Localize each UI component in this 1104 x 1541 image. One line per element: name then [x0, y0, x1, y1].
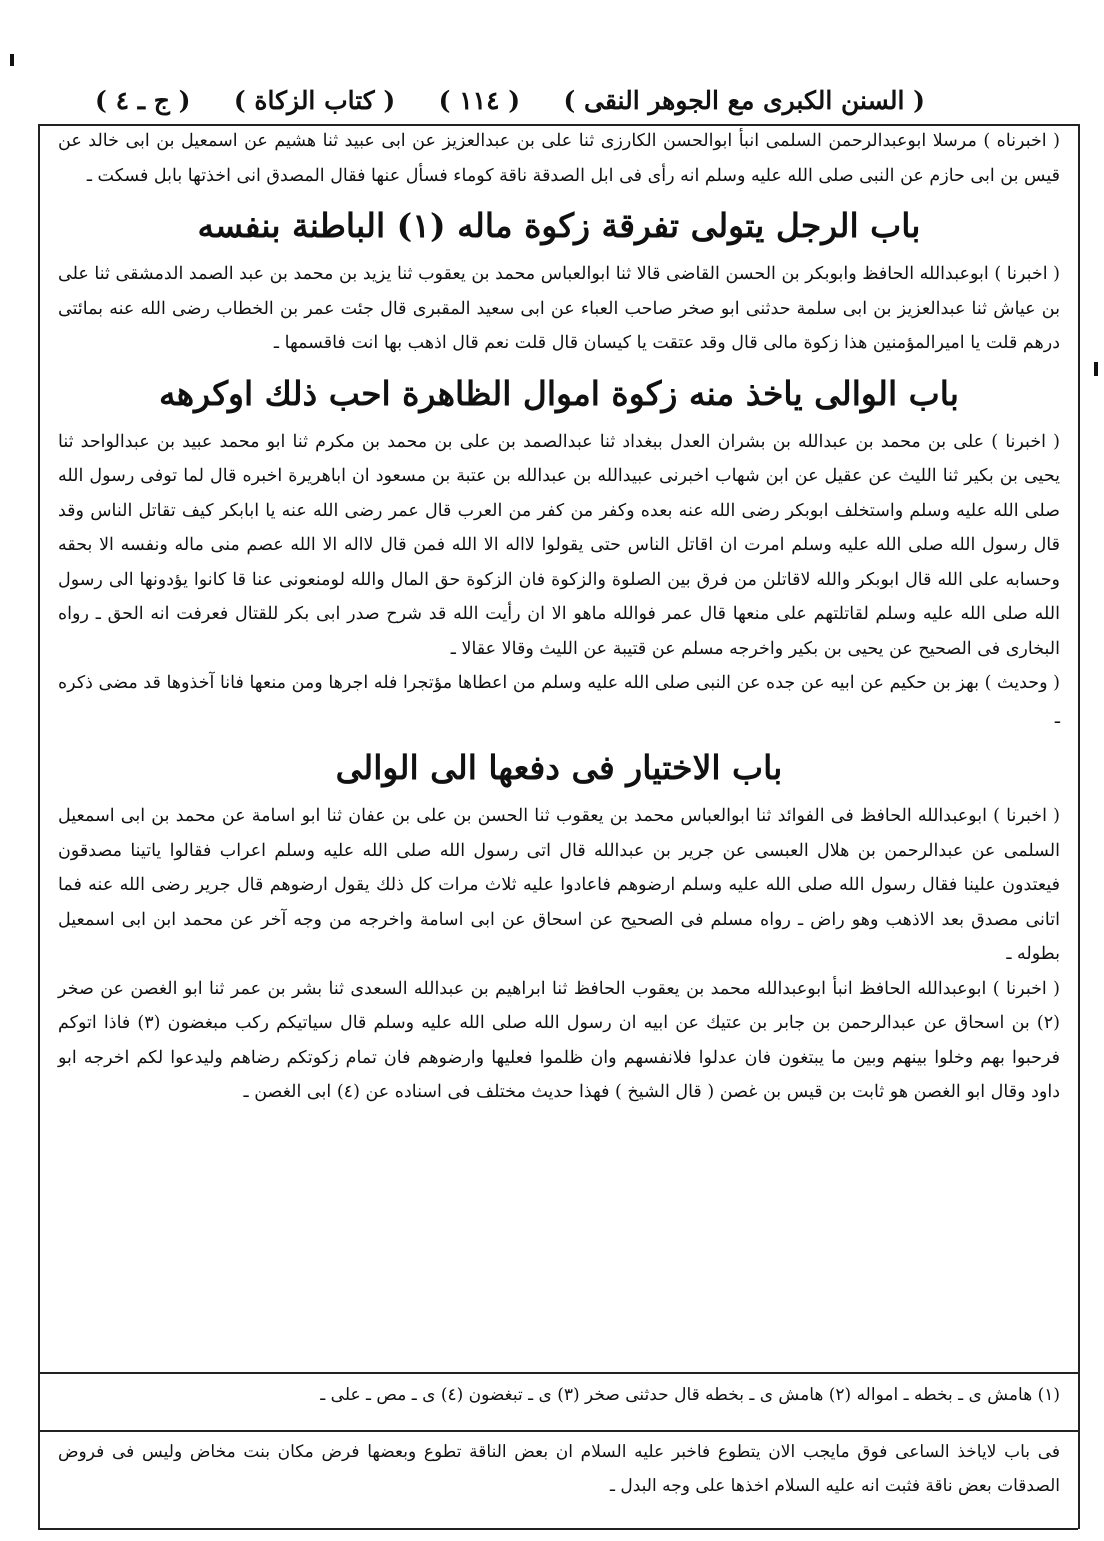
paragraph: ( اخبرنا ) على بن محمد بن عبدالله بن بشران العدل ببغداد ثنا عبدالصمد بن على بن محمد بن مكرم ثنا ابو محمد عبيد بن عبدالواحد ثنا يحيى بن بكير ثنا الليث عن عقيل عن ابن شهاب اخبرنى عبيدالله بن عبدالله بن عتبة بن مسعود ان اباهريرة اخبره قال لما توفى رسول الله صلى الله عليه وسلم واستخلف ابوبكر رضى الله عنه بعده وكفر من كفر من العرب قال عمر رضى الله عنه يا ابابكر كيف تقاتل الناس وقد قال رسول الله صلى الله عليه وسلم امرت ان اقاتل الناس حتى يقولوا لااله الا الله فمن قال لااله الا الله عصم منى ماله ونفسه الا بحقه وحسابه على الله قال ابوبكر والله لاقاتلن من فرق بين الصلوة والزكوة فان الزكوة حق المال والله لومنعونى عنا قا كانوا يؤدونها الى رسول الله صلى الله عليه وسلم لقاتلتهم على منعها قال عمر فوالله ماهو الا ان رأيت الله قد شرح صدر ابى بكر للقتال فعرفت انه الحق ـ رواه البخارى فى الصحيح عن يحيى بن بكير واخرجه مسلم عن قتيبة عن الليث وقالا عقالا ـ	[58, 431, 1060, 659]
footnote-rule	[38, 1430, 1078, 1432]
main-text-rule	[38, 1372, 1078, 1374]
section-heading: باب الاختيار فى دفعها الى الوالى	[335, 748, 783, 787]
book-title: ( السنن الكبرى مع الجوهر النقى )	[563, 85, 925, 115]
paragraph: ( اخبرناه ) مرسلا ابوعبدالرحمن السلمى انبأ ابوالحسن الكارزى ثنا على بن عبدالعزيز عن ابى عبيد ثنا هشيم عن اسمعيل بن ابى خالد عن قيس بن ابى حازم عن النبى صلى الله عليه وسلم انه رأى فى ابل الصدقة ناقة كوماء فسأل عنها فقال المصدق انى اخذتها بابل فسكت ـ	[58, 131, 1060, 186]
section-heading: باب الوالى ياخذ منه زكوة اموال الظاهرة احب ذلك اوكرهه	[159, 373, 959, 413]
paragraph: ( اخبرنا ) ابوعبدالله الحافظ انبأ ابوعبدالله محمد بن يعقوب الحافظ ثنا ابراهيم بن عبدالله السعدى ثنا بشر بن عمر ثنا ابو الغصن عن صخر (٢) بن اسحاق عن عبدالرحمن بن جابر بن عتيك عن ابيه ان رسول الله صلى الله عليه وسلم قال سياتيكم ركب مبغضون (٣) فاذا اتوكم فرحبوا بهم وخلوا بينهم وبين ما يبتغون فان عدلوا فلانفسهم وان ظلموا فعليها وارضوهم فان تمام زكوتكم رضاهم وليدعوا لكم اخرجه ابو داود وقال ابو الغصن هو ثابت بن قيس بن غصن ( قال الشيخ ) فهذا حديث مختلف فى اسناده عن (٤) ابى الغصن ـ	[58, 978, 1060, 1102]
bottom-rule	[38, 1528, 1078, 1530]
page-header	[95, 80, 925, 120]
paragraph: ( وحديث ) بهز بن حكيم عن ابيه عن جده عن النبى صلى الله عليه وسلم من اعطاها مؤتجرا فله اجرها ومن منعها فانا آخذوها قد مضى ذكره ـ	[58, 673, 1060, 728]
margin-mark	[1094, 362, 1098, 376]
margin-notes: فى باب لاياخذ الساعى فوق مايجب الان يتطوع فاخبر عليه السلام ان بعض الناقة تطوع وبعضها فرض مكان بنت مخاض وليس فى فروض الصدقات بعض ناقة فثبت انه عليه السلام اخذها على وجه البدل ـ	[58, 1442, 1060, 1496]
footnotes: (١) هامش ى ـ بخطه ـ امواله (٢) هامش ى ـ بخطه قال حدثنى صخر (٣) ى ـ تبغضون (٤) ى ـ مص ـ على ـ	[320, 1385, 1060, 1405]
margin-mark	[10, 54, 14, 66]
paragraph: ( اخبرنا ) ابوعبدالله الحافظ وابوبكر بن الحسن القاضى قالا ثنا ابوالعباس محمد بن يعقوب ثنا يزيد بن محمد بن عبد الصمد الدمشقى ثنا على بن عياش ثنا عبدالعزيز بن ابى سلمة حدثنى ابو صخر صاحب العباء عن ابى سعيد المقبرى قال جئت عمر بن الخطاب رضى الله عنه بمائتى درهم قلت يا اميرالمؤمنين هذا زكوة مالى قال وقد عتقت يا كيسان قال قلت نعم قال اذهب بها انت فاقسمها ـ	[58, 264, 1060, 353]
section-heading: باب الرجل يتولى تفرقة زكوة ماله (١) الباطنة بنفسه	[197, 206, 921, 245]
page-number: ( ١١٤ )	[438, 85, 521, 115]
main-text	[58, 124, 1060, 1110]
volume-number: ( ج ـ ٤ )	[95, 85, 191, 115]
chapter-title: ( كتاب الزكاة )	[233, 85, 396, 115]
paragraph: ( اخبرنا ) ابوعبدالله الحافظ فى الفوائد ثنا ابوالعباس محمد بن يعقوب ثنا الحسن بن على بن عفان ثنا ابو اسامة عن محمد بن ابى اسمعيل السلمى عن عبدالرحمن بن هلال العبسى عن جرير بن عبدالله قال اتى رسول الله صلى الله عليه وسلم اعراب فقالوا ياتينا مصدقون فيعتدون علينا فقال رسول الله صلى الله عليه وسلم ارضوهم فاعادوا عليه ثلاث مرات كل ذلك يقول ارضوهم قال جرير رضى الله عنه فما اتانى مصدق بعد الاذهب وهو راض ـ رواه مسلم فى الصحيح عن اسحاق عن ابى اسامة واخرجه من وجه آخر عن محمد ابن ابى اسمعيل بطوله ـ	[58, 806, 1060, 964]
